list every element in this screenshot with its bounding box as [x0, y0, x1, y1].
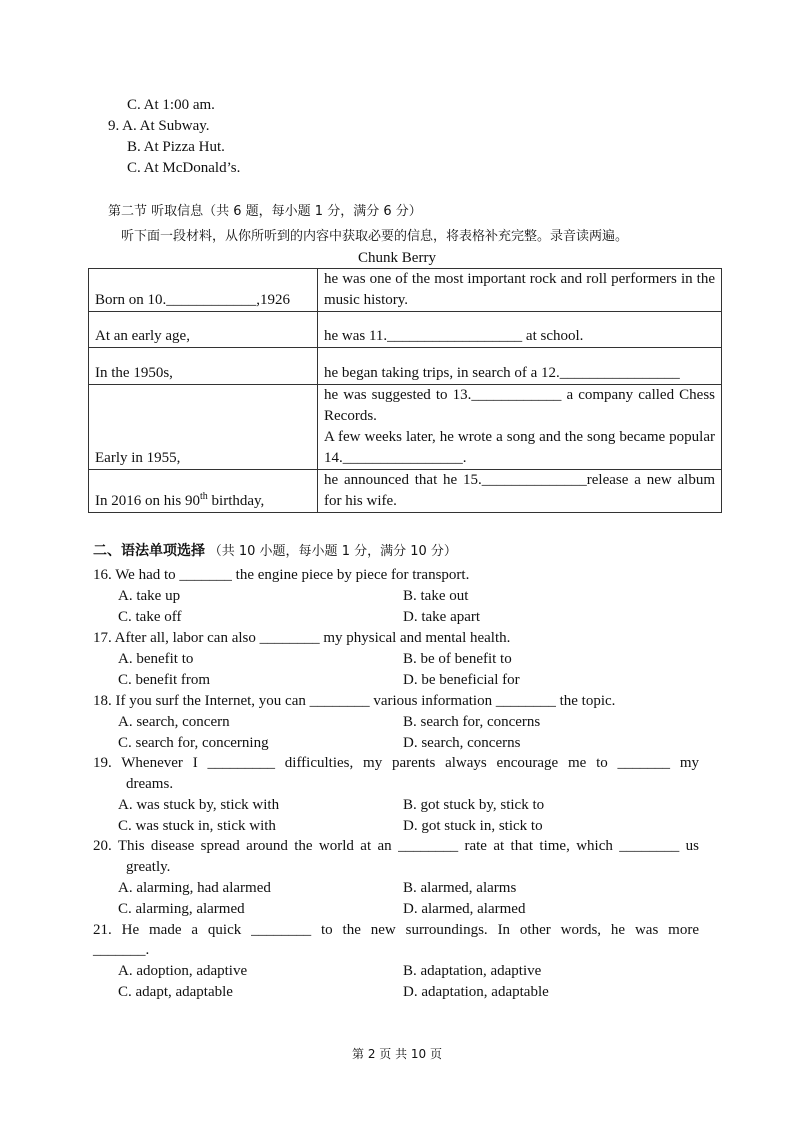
option-c: C. take off — [118, 609, 182, 625]
page-footer: 第 2 页 共 10 页 — [352, 1047, 442, 1061]
option-c: C. alarming, alarmed — [118, 901, 245, 917]
table-cell-text: In 2016 on his 90 — [95, 493, 200, 509]
question-stem: 19. Whenever I _________ difficulties, my parents always encourage me to _______ my — [93, 755, 699, 771]
table-cell-left: Born on 10.____________,1926 — [89, 269, 318, 312]
table-cell-right: he began taking trips, in search of a 12.________________ — [318, 348, 722, 385]
table-cell-text: birthday, — [207, 493, 265, 509]
option-a: A. alarming, had alarmed — [118, 880, 271, 896]
grammar-heading-note: （共 10 小题，每小题 1 分，满分 10 分） — [208, 544, 457, 559]
option-a: A. take up — [118, 588, 181, 604]
grammar-heading — [93, 541, 457, 562]
question-stem-continued: _______. — [93, 942, 150, 958]
option-d: D. search, concerns — [403, 735, 521, 751]
table-row — [89, 348, 722, 385]
section-heading: 第二节 听取信息（共 6 题，每小题 1 分，满分 6 分） — [108, 204, 422, 219]
option-b: B. got stuck by, stick to — [403, 797, 545, 813]
option-8c: C. At 1:00 am. — [127, 97, 215, 113]
option-9c: C. At McDonald’s. — [127, 160, 241, 176]
question-stem-continued: greatly. — [126, 859, 171, 875]
option-b: B. adaptation, adaptive — [403, 963, 542, 979]
option-d: D. adaptation, adaptable — [403, 984, 549, 1000]
option-b: B. search for, concerns — [403, 714, 541, 730]
question-stem: 18. If you surf the Internet, you can ________ various information ________ the topic. — [93, 693, 616, 709]
option-9a: 9. A. At Subway. — [108, 118, 210, 134]
option-a: A. adoption, adaptive — [118, 963, 248, 979]
option-a: A. benefit to — [118, 651, 194, 667]
table-row — [89, 385, 722, 470]
question-stem: 21. He made a quick ________ to the new surroundings. In other words, he was more — [93, 922, 699, 938]
option-9b: B. At Pizza Hut. — [127, 139, 225, 155]
option-a: A. was stuck by, stick with — [118, 797, 280, 813]
option-d: D. take apart — [403, 609, 481, 625]
table-cell-left: At an early age, — [89, 312, 318, 348]
option-d: D. alarmed, alarmed — [403, 901, 526, 917]
section-instruction: 听下面一段材料，从你所听到的内容中获取必要的信息，将表格补充完整。录音读两遍。 — [121, 229, 629, 244]
table-cell-right — [318, 385, 722, 470]
table-cell-left: In the 1950s, — [89, 348, 318, 385]
option-b: B. take out — [403, 588, 469, 604]
option-c: C. adapt, adaptable — [118, 984, 233, 1000]
table-cell-left — [89, 470, 318, 513]
grammar-heading-title: 二、语法单项选择 — [93, 543, 205, 559]
question-stem: 20. This disease spread around the world at an ________ rate at that time, which ________ us — [93, 838, 699, 854]
option-d: D. be beneficial for — [403, 672, 520, 688]
question-stem: 17. After all, labor can also ________ my physical and mental health. — [93, 630, 511, 646]
question-stem: 16. We had to _______ the engine piece by piece for transport. — [93, 567, 470, 583]
info-table — [88, 268, 722, 513]
superscript: th — [200, 491, 208, 502]
table-row — [89, 269, 722, 312]
table-cell-text: A few weeks later, he wrote a song and the song became popular 14.________________. — [324, 429, 715, 466]
option-d: D. got stuck in, stick to — [403, 818, 543, 834]
table-cell-left: Early in 1955, — [89, 385, 318, 470]
table-cell-right: he announced that he 15.______________release a new album for his wife. — [318, 470, 722, 513]
option-c: C. search for, concerning — [118, 735, 269, 751]
option-c: C. benefit from — [118, 672, 211, 688]
table-row — [89, 312, 722, 348]
table-title: Chunk Berry — [358, 250, 436, 266]
table-row — [89, 470, 722, 513]
option-b: B. be of benefit to — [403, 651, 512, 667]
table-cell-right: he was one of the most important rock and roll performers in the music history. — [318, 269, 722, 312]
option-c: C. was stuck in, stick with — [118, 818, 276, 834]
table-cell-right: he was 11.__________________ at school. — [318, 312, 722, 348]
option-a: A. search, concern — [118, 714, 230, 730]
question-stem-continued: dreams. — [126, 776, 174, 792]
table-cell-text: he was suggested to 13.____________ a company called Chess Records. — [324, 387, 715, 424]
option-b: B. alarmed, alarms — [403, 880, 517, 896]
